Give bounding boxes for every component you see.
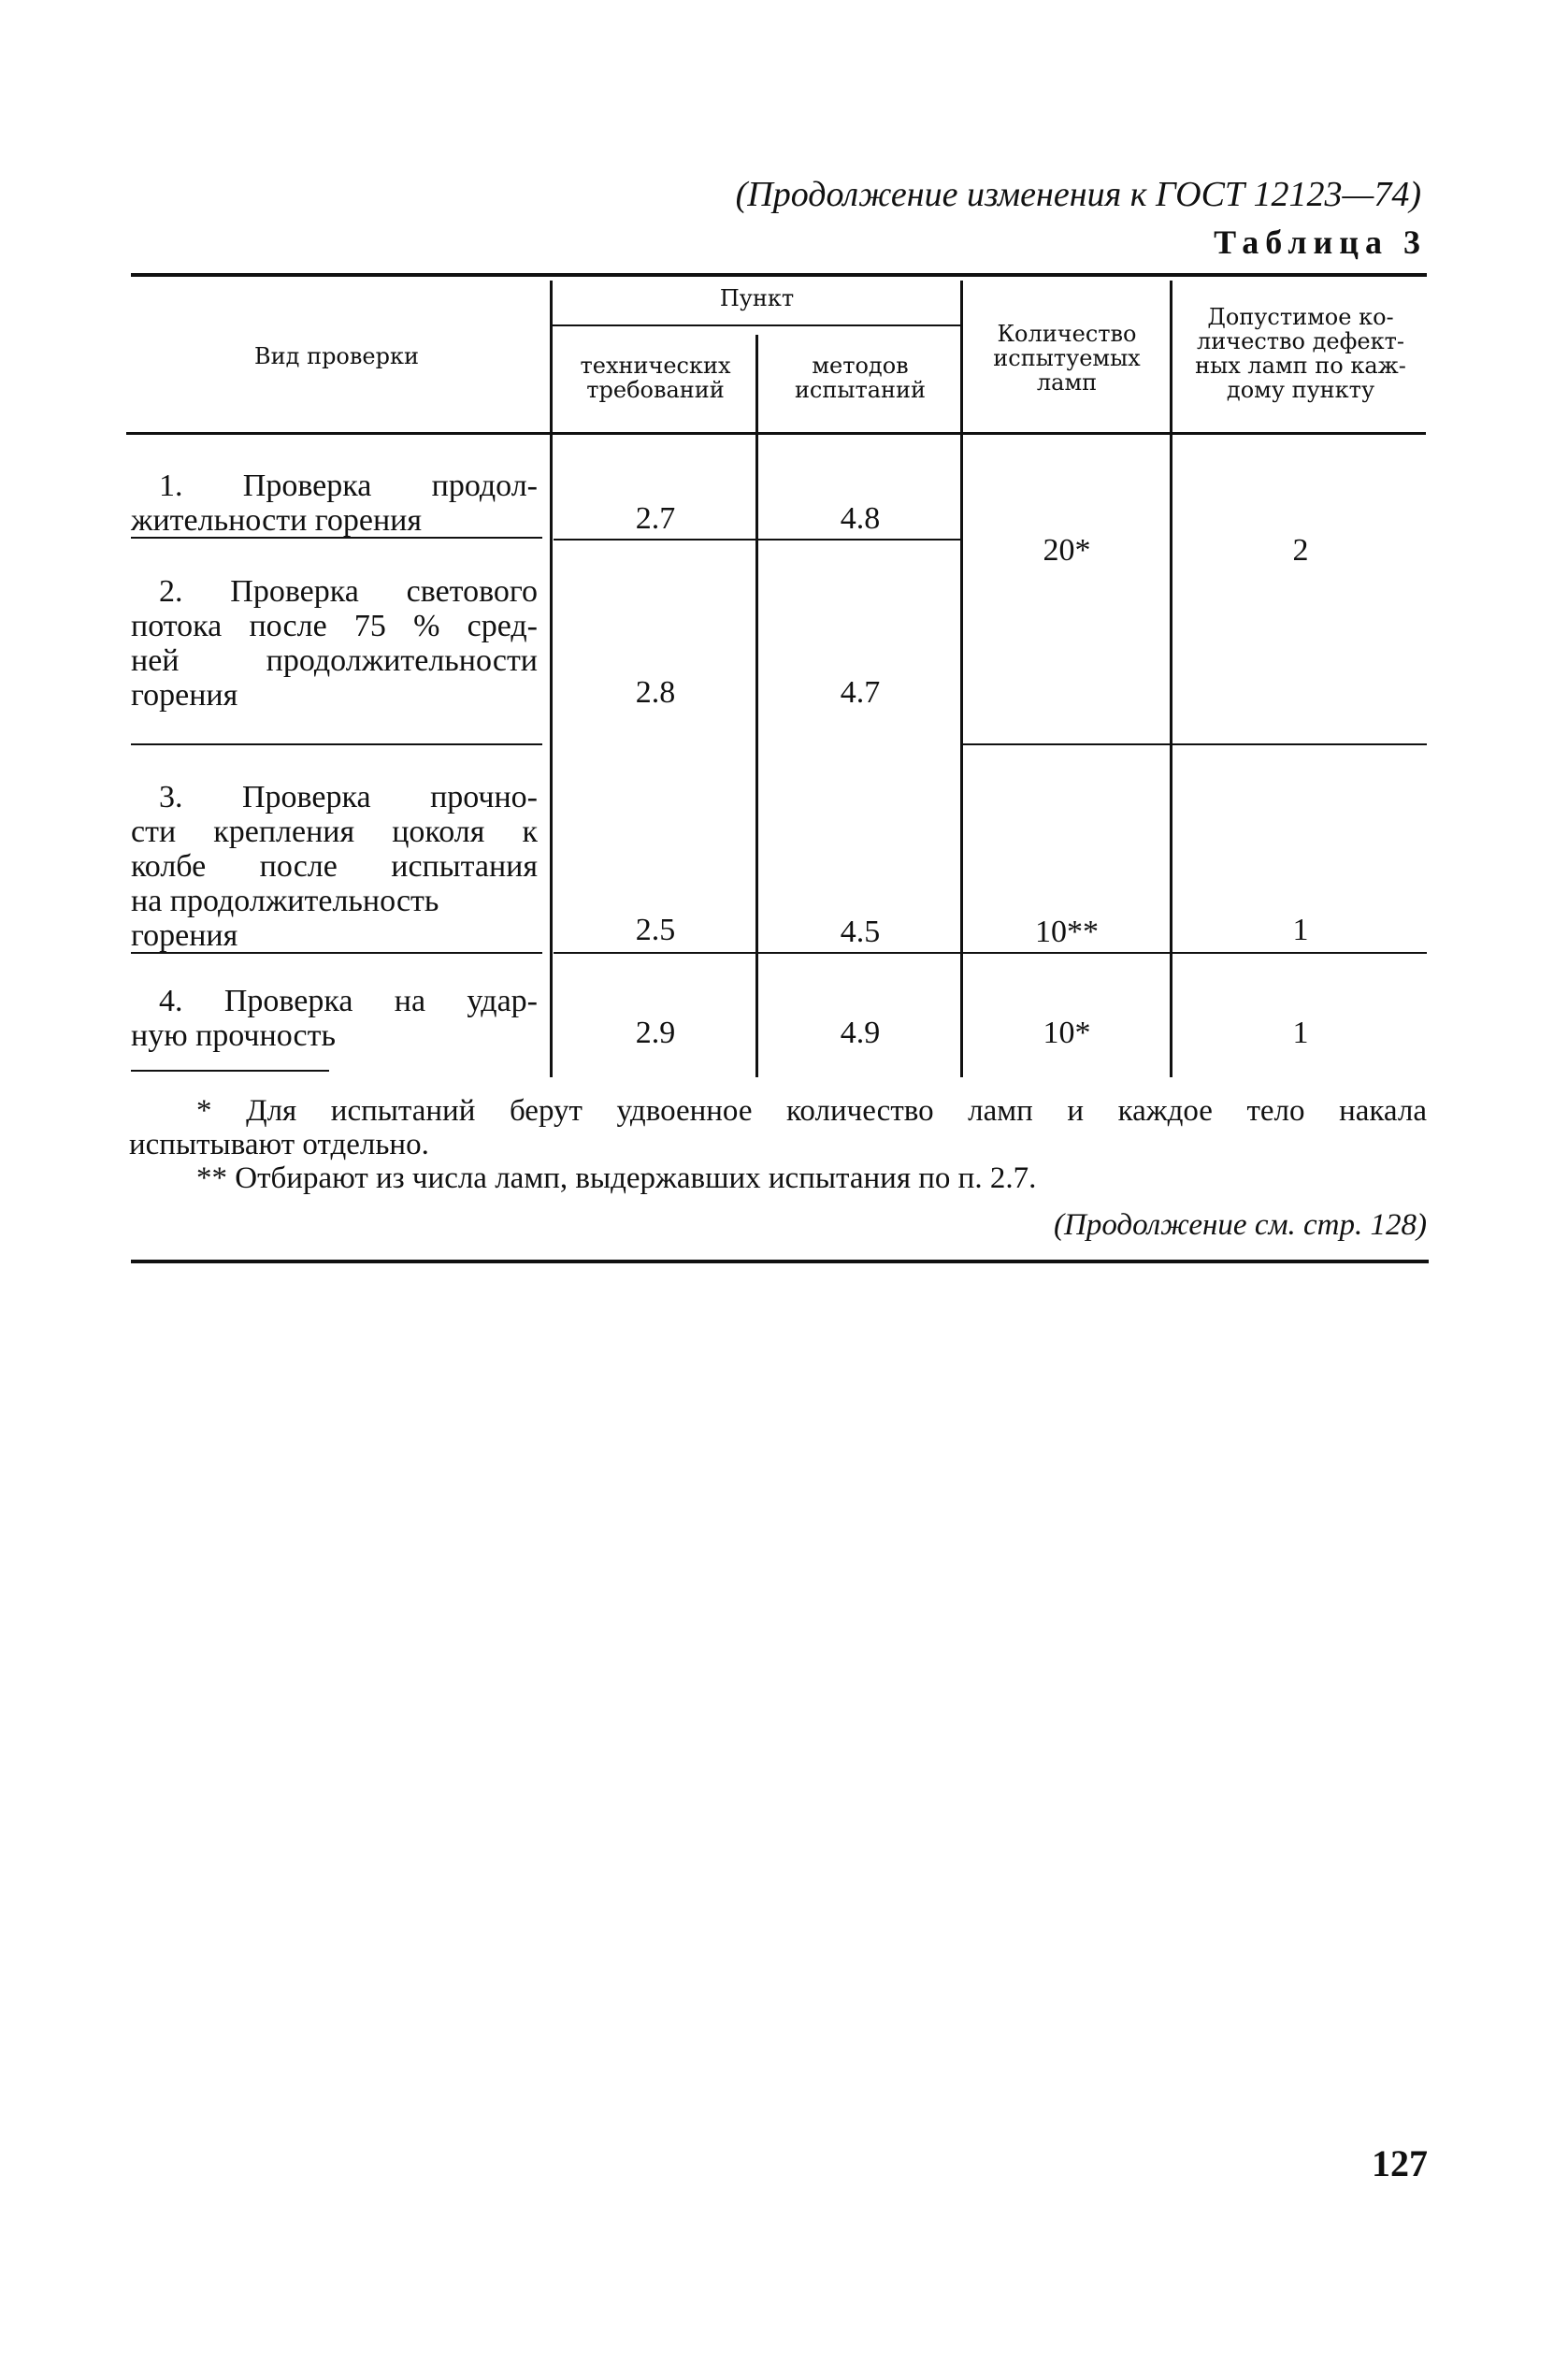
- header-meth: [758, 353, 962, 402]
- row4-line1: 4. Проверка на удар-: [159, 984, 538, 1018]
- row3-bottom-right: [554, 952, 1427, 954]
- header-bottom-rule: [126, 432, 1426, 435]
- row4-def: 1: [1292, 1016, 1309, 1050]
- row1-line1: 1. Проверка продол-: [159, 468, 538, 503]
- row3-tech: 2.5: [635, 913, 676, 947]
- row3-line2: сти крепления цоколя к: [131, 814, 538, 849]
- row3-line4: на продолжительность: [131, 884, 439, 918]
- footnote-1-line2: испытывают отдельно.: [129, 1128, 429, 1161]
- header-qty-line1: Количество: [997, 321, 1137, 347]
- header-qty-line3: ламп: [1036, 369, 1098, 396]
- header-qty-line2: испытуемых: [993, 345, 1141, 371]
- row1-meth: 4.8: [840, 501, 881, 536]
- row3-line3: колбе после испытания: [131, 849, 538, 884]
- continuation-header: (Продолжение изменения к ГОСТ 12123—74): [735, 175, 1421, 214]
- vline-1: [550, 281, 553, 1077]
- table-top-rule: [131, 273, 1427, 277]
- table-label: Таблица 3: [1214, 223, 1427, 261]
- table-row-2-label: [131, 574, 538, 713]
- row4-line2: ную прочность: [131, 1018, 337, 1053]
- header-meth-line1: методов: [812, 353, 909, 379]
- row3-meth: 4.5: [840, 915, 881, 949]
- table-row-4-label: [131, 984, 538, 1053]
- row4-tech: 2.9: [635, 1016, 676, 1050]
- header-tech-line1: технических: [580, 353, 731, 379]
- row2-line2: потока после 75 % сред-: [131, 609, 538, 643]
- table-row-1-label: [131, 468, 538, 538]
- row2-line1: 2. Проверка светового: [159, 574, 538, 609]
- footnote-1-line1: * Для испытаний берут удвоенное количество ламп и каждое тело накала: [196, 1094, 1427, 1128]
- punkt-subrule: [552, 324, 961, 326]
- row1-tech: 2.7: [635, 501, 676, 536]
- row3-qty: 10**: [1035, 915, 1099, 949]
- vline-4: [1170, 281, 1172, 1077]
- header-item: Пункт: [719, 285, 795, 311]
- header-kind: Вид проверки: [254, 343, 419, 369]
- row2-meth: 4.7: [840, 675, 881, 710]
- page-number: 127: [1372, 2142, 1428, 2184]
- table-end-rule: [131, 1070, 329, 1072]
- row3-def: 1: [1292, 913, 1309, 947]
- row2-line3: ней продолжительности: [131, 643, 538, 678]
- row1-line2: жительности горения: [131, 503, 423, 538]
- group-qty: 20*: [1043, 533, 1091, 568]
- footnote-2: ** Отбирают из числа ламп, выдержавших испытания по п. 2.7.: [196, 1161, 1037, 1195]
- group-bottom-left: [131, 743, 542, 745]
- row1-bottom-mid: [554, 539, 960, 541]
- continued-note: (Продолжение см. стр. 128): [1054, 1208, 1427, 1242]
- header-def-line1: Допустимое ко-: [1207, 304, 1394, 330]
- table-row-3-label: [131, 780, 538, 953]
- group-bottom-right: [963, 743, 1427, 745]
- row4-meth: 4.9: [840, 1016, 881, 1050]
- footer-rule: [131, 1260, 1429, 1263]
- row3-line5: горения: [131, 918, 238, 953]
- group-def: 2: [1292, 533, 1309, 568]
- row2-tech: 2.8: [635, 675, 676, 710]
- header-def: [1174, 305, 1427, 402]
- header-def-line3: ных ламп по каж-: [1195, 353, 1406, 379]
- header-meth-line2: испытаний: [794, 377, 927, 403]
- header-tech-line2: требований: [586, 377, 725, 403]
- row4-qty: 10*: [1043, 1016, 1091, 1050]
- header-qty: [963, 322, 1171, 395]
- header-def-line4: дому пункту: [1226, 377, 1375, 403]
- row2-line4: горения: [131, 678, 238, 713]
- header-def-line2: личество дефект-: [1197, 328, 1404, 354]
- header-tech: [554, 353, 757, 402]
- row3-line1: 3. Проверка прочно-: [159, 780, 538, 814]
